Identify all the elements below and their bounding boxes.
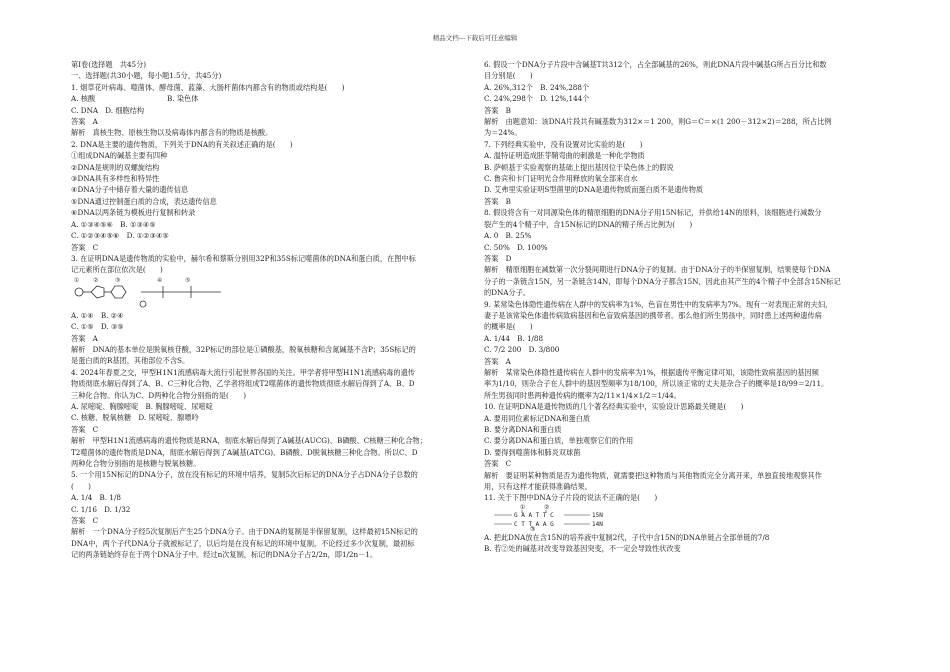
left-column-b-line: DNA中，两个子代DNA分子就被标记了，以后均是在没有标记的环境中复制，不论经过多少次复制，最初标 [71,538,415,548]
right-column-line: 6. 假设一个DNA分子片段中含碱基T共312个，占全部碱基的26%，则此DNA片段中碱基G所占百分比和数 [484,60,827,69]
right-column-line: 9. 某常染色体隐性遗传病在人群中的发病率为1%，色盲在男性中的发病率为7%。现有一对表现正常的夫妇， [484,299,833,309]
right-column-line: 所生男孩同时患两种遗传病的概率为2/11×1/4×1/2＝1/44。 [484,390,681,400]
right-column-line: A. 1/44 B. 1/88 [484,333,544,343]
right-column-line: C. 24%,298个 D. 12%,144个 [484,94,590,104]
left-column-line: 记元素所在部位依次是( ) [71,265,163,275]
left-column-b-line: 答案 C [71,516,99,526]
left-column-line: C. DNA D. 细胞结构 [71,105,145,115]
left-column-line: 解析 真核生物、原核生物以及病毒体内都含有的物质是核酸。 [71,128,273,138]
right-column-line: 10. 在证明DNA是遗传物质的几个著名经典实验中，实验设计思路最关键是( ) [484,402,744,412]
label-5: ⑤ [185,276,191,284]
right-column-line: 率为1/10，则杂合子在人群中的基因型频率为18/100，所以该正常的丈夫是杂合子的概率是18/99＝2/11。 [484,379,829,389]
left-column-line: 第Ⅰ卷(选择题 共45分) [71,60,147,69]
left-column-b-line: 答案 C [71,424,99,434]
right-column-line: D. 艾弗里实验证明S型菌里的DNA是遗传物质而蛋白质不是遗传物质 [484,185,704,195]
right-column-line: B. 要分离DNA和蛋白质 [484,425,562,434]
dna-fragment-figure [484,504,889,532]
left-column-line: ④DNA分子中储存着大量的遗传信息 [71,185,189,195]
left-column-b-line: C. 1/16 D. 1/32 [71,504,131,514]
left-column-line: C. ①②③④⑤⑥ D. ①②③④⑤ [71,231,169,241]
left-column-line: ⑥DNA以两条链为模板进行复制和转录 [71,208,196,218]
left-column-b-line: 5. 一个用15N标记的DNA分子，放在没有标记的环境中培养，复制5次后标记的DNA分子占DNA分子总数的 [71,470,418,480]
right-column-line: 解析 要证明某种物质是否为遗传物质，就需要把这种物质与其他物质完全分离开来，单独直接地观察其作 [484,470,822,480]
left-column-b-line: 三种化合物。你认为C、D两种化合物分别指的是( ) [71,390,246,400]
marker-3: ③ [530,525,536,532]
right-column-line: A. 要用同位素标记DNA和蛋白质 [484,413,591,423]
bottom-label: 14N [592,520,603,528]
left-column-b-line: 4. 2024年春夏之交，甲型H1N1流感病毒大流行引起世界各国的关注。甲学者将甲型H1N1流感病毒的遗传 [71,367,415,377]
nucleotide-diagram [71,276,231,310]
left-column-line: 一、选择题(共30小题，每小题1.5分，共45分) [71,71,222,81]
right-column-line: 解析 精原细胞在减数第一次分裂间期进行DNA分子的复制。由于DNA分子的半保留复制，结果使每个DNA [484,265,831,275]
left-column-line: ③DNA具有多样性和特异性 [71,174,160,184]
left-column-line: A. 核酸 B. 染色体 [71,94,199,104]
left-column-b-line: T2噬菌体的遗传物质是DNA，彻底水解后得到了A碱基(ATCG)、B磷酸、D脱氧核糖三种化合物。所以C、D [71,447,418,457]
top-strand: G A A T T C [514,511,554,519]
page-header: 精品文档---下载后可任意编辑 [432,34,518,42]
nucleotide-peptide-figure [71,276,476,310]
right-column [484,59,889,555]
right-column-line: 解析 某常染色体隐性遗传病在人群中的发病率为1%，根据遗传平衡定律可知，该隐性致病基因的基因频 [484,367,819,377]
left-column-line: 1. 烟草花叶病毒、噬菌体、酵母菌、蓝藻、大肠杆菌体内都含有的物质或结构是( ) [71,82,345,92]
label-1: ① [74,276,80,284]
right-column-line: 8. 假设将含有一对同源染色体的精原细胞的DNA分子用15N标记，并供给14N的原料，该细胞进行减数分 [484,208,822,218]
left-column-b-line: 解析 DNA的基本单位是脱氧核苷酸，32P标记的部位是①磷酸基，脱氧核糖和含氮碱基不含P；35S标记的 [71,344,416,354]
left-column-b-line: A. 1/4 B. 1/8 [71,493,121,503]
right-column-line: D. 要得到噬菌体和肺炎双球菌 [484,447,581,457]
right-column-line: 解析 由题意知：该DNA片段共有碱基数为312×＝1 200，则G＝C＝×(1 200－312×2)＝288，所占比例 [484,117,832,127]
right-column-line: 分子的一条链含15N，另一条链含14N，即每个DNA分子都含15N，因此由其产生的4个精子中全部含15N标记 [484,276,841,286]
right-column-line: C. 7/2 200 D. 3/800 [484,345,560,355]
left-column-b-line: A. ①④ B. ②④ [71,310,124,320]
left-column-line: ②DNA是规则的双螺旋结构 [71,162,160,172]
left-column-b-line: C. ①⑤ D. ③⑤ [71,322,124,332]
right-column-line: A. 0 B. 25% [484,231,532,241]
left-column-b-line: C. 核糖、脱氧核糖 D. 尿嘧啶、腺嘌呤 [71,413,199,423]
left-column-line: 答案 A [71,117,98,127]
right-column-line: 的DNA分子。 [484,288,530,298]
left-column-b-line: 两种化合物分别指的是核糖与脱氧核糖。 [71,459,201,468]
label-4: ④ [157,276,163,284]
right-column-line: 裂产生的4个精子中，含15N标记的DNA的精子所占比例为( ) [484,219,693,229]
right-column-b-line: A. 把此DNA放在含15N的培养液中复制2代，子代中含15N的DNA单链占全部单链的7/8 [484,532,770,542]
right-column-line: C. 要分离DNA和蛋白质，单独观察它们的作用 [484,436,634,446]
left-column-b-line: 是蛋白质的R基团，其他部位不含S。 [71,356,190,366]
left-column-b-line: 答案 A [71,333,98,343]
phosphate-circle [75,288,83,296]
sugar-pentagon [91,286,104,298]
right-column-line: 为＝24%。 [484,128,522,138]
right-column-line: A. 温特证明造成胚芽鞘弯曲的刺激是一种化学物质 [484,151,645,161]
left-column-b-line: A. 尿嘧啶、胸腺嘧啶 B. 胸腺嘧啶、尿嘧啶 [71,401,213,411]
right-column-line: 答案 C [484,459,512,469]
right-column-line: 答案 D [484,253,512,263]
right-column-line: 的概率是( ) [484,322,533,332]
marker-1: ① [520,503,526,511]
right-column-b-line: B. 若②处的碱基对改变导致基因突变，不一定会导致性状改变 [484,544,681,554]
left-column-line: 2. DNA是主要的遗传物质，下列关于DNA的有关叙述正确的是( ) [71,139,293,149]
right-column-line: 答案 B [484,196,511,206]
right-column-line: 用，只有这样才能获得准确结果。 [484,482,592,492]
right-column-line: C. 50% D. 100% [484,242,548,252]
right-column-line: A. 26%,312个 B. 24%,288个 [484,82,590,92]
right-column-line: 11. 关于下图中DNA分子片段的说法不正确的是( ) [484,493,658,503]
left-column-line: 3. 在证明DNA是遗传物质的实验中，赫尔希和蔡斯分别用32P和35S标记噬菌体的DNA和蛋白质，在图中标 [71,253,416,263]
left-column [71,59,476,561]
right-column-line: 答案 A [484,356,511,366]
left-column-line: ⑤DNA通过控制蛋白质的合成，表达遗传信息 [71,196,217,206]
dna-diagram [484,504,624,532]
right-column-line: 目分别是( ) [484,71,533,81]
left-column-b-line: 物质彻底水解后得到了A、B、C三种化合物，乙学者将组成T2噬菌体的遗传物质彻底水解后得到了A、B、D [71,379,415,389]
r-group-circle [140,301,146,307]
top-label: 15N [592,511,603,519]
left-column-b-line: 解析 一个DNA分子经5次复制后产生25个DNA分子。由于DNA的复制是半保留复制，这样最初15N标记的 [71,527,418,537]
right-column-line: C. 鲁宾和卡门证明光合作用释放的氧全部来自水 [484,174,638,184]
label-2: ② [93,276,99,284]
right-column-line: B. 萨顿基于实验观察的基础上提出基因位于染色体上的假说 [484,162,674,172]
left-column-line: ①组成DNA的碱基主要有四种 [71,151,168,161]
right-column-line: 7. 下列经典实验中，没有设置对比实验的是( ) [484,139,643,149]
label-3: ③ [115,276,121,284]
right-column-line: 答案 B [484,105,511,115]
left-column-line: A. ①③④⑤⑥ B. ①③④⑤ [71,219,156,229]
marker-2: ② [544,503,550,511]
right-column-line: 妻子是该常染色体遗传病致病基因和色盲致病基因的携带者。那么他们所生男孩中，同时患上述两种遗传病 [484,310,822,320]
base-hexagon [111,286,126,298]
left-column-b-line: ( ) [71,481,91,491]
left-column-b-line: 解析 甲型H1N1流感病毒的遗传物质是RNA，彻底水解后得到了A碱基(AUCG)、B磷酸、C核糖三种化合物； [71,436,427,446]
bottom-strand: C T T A A G [514,520,554,528]
left-column-b-line: 记的两条链始终存在于两个DNA分子中。经过n次复制，标记的DNA分子占2/2n，即1/2n－1。 [71,550,378,560]
left-column-line: 答案 C [71,242,99,252]
